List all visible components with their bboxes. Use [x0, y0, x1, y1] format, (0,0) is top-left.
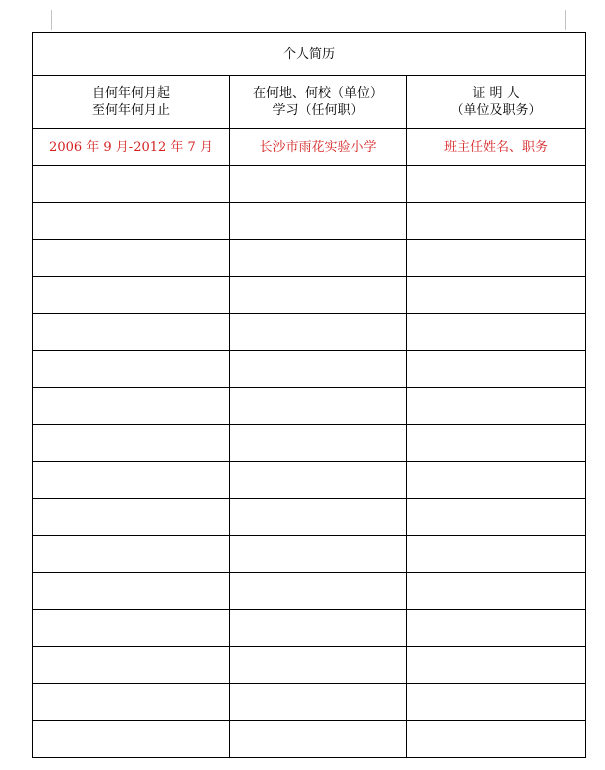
header-period-line2: 至何年何月止	[91, 103, 170, 118]
empty-cell[interactable]	[33, 425, 230, 462]
empty-cell[interactable]	[230, 240, 407, 277]
table-row	[33, 129, 586, 166]
header-period-line1: 自何年何月起	[91, 86, 170, 101]
empty-cell[interactable]	[33, 721, 230, 758]
empty-cell[interactable]	[230, 573, 407, 610]
table-row	[33, 388, 586, 425]
table-row	[33, 240, 586, 277]
empty-cell[interactable]	[407, 647, 586, 684]
empty-cell[interactable]	[33, 166, 230, 203]
page-margin-guide-right	[565, 10, 566, 30]
entry-period-cell[interactable]: 2006 年 9 月-2012 年 7 月	[33, 129, 230, 166]
empty-cell[interactable]	[407, 240, 586, 277]
empty-cell[interactable]	[407, 499, 586, 536]
table-title[interactable]: 个人简历	[33, 33, 586, 76]
empty-cell[interactable]	[230, 462, 407, 499]
header-period[interactable]	[33, 76, 230, 129]
empty-cell[interactable]	[33, 499, 230, 536]
header-place[interactable]	[230, 76, 407, 129]
empty-cell[interactable]	[407, 203, 586, 240]
empty-cell[interactable]	[230, 314, 407, 351]
empty-cell[interactable]	[230, 388, 407, 425]
empty-cell[interactable]	[407, 351, 586, 388]
empty-cell[interactable]	[407, 610, 586, 647]
entry-place-cell[interactable]: 长沙市雨花实验小学	[230, 129, 407, 166]
table-row	[33, 536, 586, 573]
table-row	[33, 166, 586, 203]
empty-cell[interactable]	[33, 351, 230, 388]
empty-cell[interactable]	[33, 536, 230, 573]
empty-cell[interactable]	[407, 388, 586, 425]
table-row	[33, 425, 586, 462]
header-place-line2: 学习（任何职）	[272, 103, 364, 118]
table-row	[33, 203, 586, 240]
empty-cell[interactable]	[33, 462, 230, 499]
header-witness-line1: 证 明 人	[472, 86, 520, 101]
header-row	[33, 76, 586, 129]
empty-cell[interactable]	[230, 610, 407, 647]
table-row	[33, 499, 586, 536]
table-row	[33, 277, 586, 314]
resume-table	[32, 32, 586, 758]
empty-cell[interactable]	[230, 721, 407, 758]
empty-cell[interactable]	[230, 166, 407, 203]
empty-cell[interactable]	[33, 684, 230, 721]
header-witness[interactable]	[407, 76, 586, 129]
header-witness-line2: （单位及职务）	[450, 103, 542, 118]
entry-witness-cell[interactable]: 班主任姓名、职务	[407, 129, 586, 166]
table-row	[33, 462, 586, 499]
empty-cell[interactable]	[33, 240, 230, 277]
empty-cell[interactable]	[33, 314, 230, 351]
empty-cell[interactable]	[230, 425, 407, 462]
table-row	[33, 684, 586, 721]
empty-cell[interactable]	[230, 499, 407, 536]
table-row	[33, 610, 586, 647]
empty-cell[interactable]	[230, 351, 407, 388]
table-row	[33, 351, 586, 388]
empty-cell[interactable]	[230, 684, 407, 721]
empty-cell[interactable]	[33, 277, 230, 314]
table-row	[33, 647, 586, 684]
empty-cell[interactable]	[230, 536, 407, 573]
header-place-line1: 在何地、何校（单位）	[252, 86, 383, 101]
empty-cell[interactable]	[407, 462, 586, 499]
empty-cell[interactable]	[407, 573, 586, 610]
empty-cell[interactable]	[407, 684, 586, 721]
table-row	[33, 314, 586, 351]
empty-cell[interactable]	[230, 277, 407, 314]
empty-cell[interactable]	[407, 166, 586, 203]
table-row	[33, 721, 586, 758]
empty-cell[interactable]	[230, 203, 407, 240]
empty-cell[interactable]	[33, 610, 230, 647]
empty-cell[interactable]	[33, 388, 230, 425]
empty-cell[interactable]	[407, 425, 586, 462]
empty-cell[interactable]	[33, 573, 230, 610]
empty-cell[interactable]	[33, 203, 230, 240]
empty-cell[interactable]	[407, 277, 586, 314]
empty-cell[interactable]	[407, 314, 586, 351]
empty-cell[interactable]	[33, 647, 230, 684]
empty-cell[interactable]	[407, 536, 586, 573]
page-margin-guide-left	[51, 10, 52, 30]
empty-cell[interactable]	[230, 647, 407, 684]
empty-cell[interactable]	[407, 721, 586, 758]
table-row	[33, 573, 586, 610]
title-row	[33, 33, 586, 76]
